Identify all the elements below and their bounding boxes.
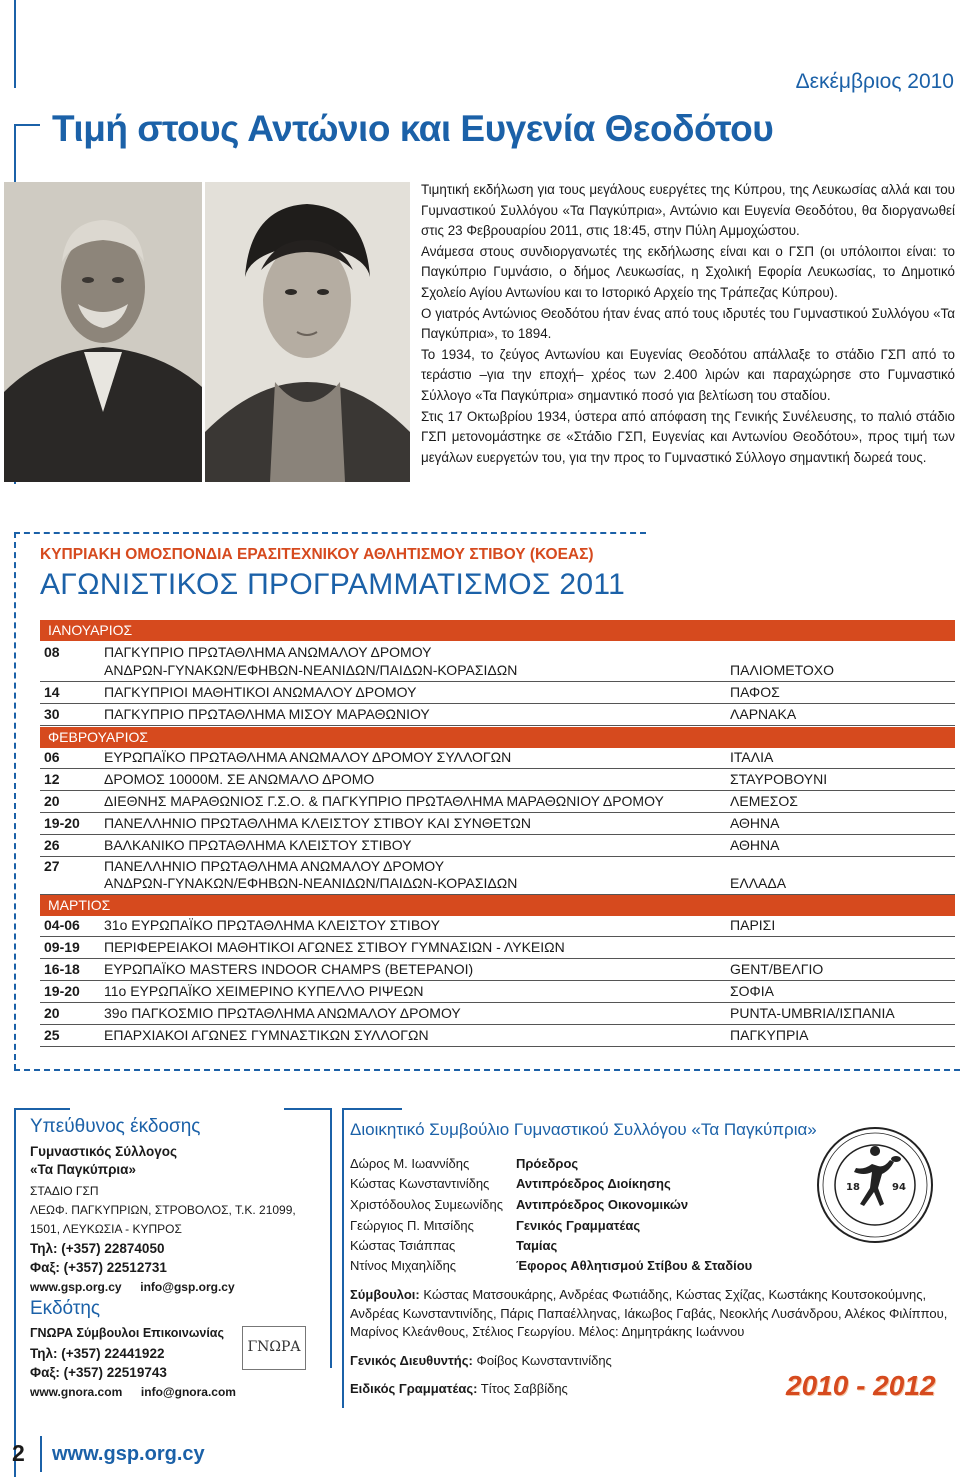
- advisors-list: Κώστας Ματσουκάρης, Ανδρέας Φωτιάδης, Κώστας Σχίζας, Κωστάκης Κουτσοκούμνης, Ανδρέας Κωνσταντινίδης, Πάρις Παπαέλληνας, Ιάκωβος Γαβάς, Νεοκλής Λυσάνδρου, Αλέκος Φιλίππου, Μαρίνος Κλεάνθους, Στέλιος Γεωργίου. Μέλος: Δημητράκης Ιωάννου: [350, 1287, 948, 1339]
- table-row: [40, 858, 955, 895]
- table-row: [40, 836, 955, 857]
- publisher-fax: Φαξ: (+357) 22512731: [30, 1260, 167, 1275]
- event-name-line2: ΑΝΔΡΩΝ-ΓΥΝΑΚΩΝ/ΕΦΗΒΩΝ-ΝΕΑΝΙΔΩΝ/ΠΑΙΔΩΝ-ΚΟΡΑΣΙΔΩΝ: [104, 662, 518, 678]
- event-location: ΛΕΜΕΣΟΣ: [730, 793, 798, 809]
- month-header-march: ΜΑΡΤΙΟΣ: [40, 895, 955, 916]
- publisher-box-left-rule: [14, 1108, 16, 1458]
- event-date: 20: [44, 1005, 60, 1021]
- event-date: 27: [44, 858, 60, 874]
- editor-phone: Τηλ: (+357) 22441922: [30, 1346, 165, 1361]
- event-date: 16-18: [44, 961, 80, 977]
- board-member-role: Ταμίας: [516, 1238, 558, 1253]
- table-row: [40, 1026, 955, 1047]
- gnora-logo: [242, 1326, 306, 1370]
- table-row: [40, 916, 955, 937]
- event-location: ΛΑΡΝΑΚΑ: [730, 706, 797, 722]
- editor-contact-line: [30, 1385, 236, 1399]
- event-date: 06: [44, 749, 60, 765]
- article-body: [421, 180, 955, 468]
- page-number: 2: [12, 1440, 25, 1466]
- article-paragraph: Ανάμεσα στους συνδιοργανωτές της εκδήλωσης είναι και ο ΓΣΠ (οι υπόλοιποι είναι: το Παγκύπριο Γυμνάσιο, ο δήμος Λευκωσίας, η Σχολική Εφορία Λευκωσίας, το Δημοτικό Σχολείο Αγίου Αντωνίου και το Ιστορικό Αρχείο της Τράπεζας Κύπρου).: [421, 243, 955, 300]
- publisher-title: Υπεύθυνος έκδοσης: [30, 1116, 201, 1137]
- event-date: 26: [44, 837, 60, 853]
- board-member-name: Ντίνος Μιχαηλίδης: [350, 1258, 457, 1273]
- editor-fax: Φαξ: (+357) 22519743: [30, 1365, 167, 1380]
- event-name: 11ο ΕΥΡΩΠΑΪΚΟ ΧΕΙΜΕΡΙΝΟ ΚΥΠΕΛΛΟ ΡΙΨΕΩΝ: [104, 983, 424, 999]
- publisher-address-3: 1501, ΛΕΥΚΩΣΙΑ - ΚΥΠΡΟΣ: [30, 1222, 182, 1236]
- publisher-name-line2: «Τα Παγκύπρια»: [30, 1162, 136, 1177]
- event-location: GENT/ΒΕΛΓΙΟ: [730, 961, 824, 977]
- article-paragraph: Ο γιατρός Αντώνιος Θεοδότου ήταν ένας από τους ιδρυτές του Γυμναστικού Συλλόγου «Τα Παγκύπρια», το 1894.: [421, 305, 955, 342]
- month-header-january: ΙΑΝΟΥΑΡΙΟΣ: [40, 620, 955, 641]
- gnora-logo-text: ΓΝΩΡΑ: [247, 1339, 301, 1355]
- publisher-box-top-rule: [14, 1108, 70, 1110]
- event-location: PUNTA-UMBRIA/ΙΣΠΑΝΙΑ: [730, 1005, 895, 1021]
- board-member-role: Έφορος Αθλητισμού Στίβου & Σταδίου: [516, 1258, 753, 1273]
- article-title: Τιμή στους Αντώνιο και Ευγενία Θεοδότου: [52, 108, 774, 149]
- event-date: 19-20: [44, 983, 80, 999]
- board-advisors: [350, 1286, 950, 1342]
- event-location: ΠΑΦΟΣ: [730, 684, 780, 700]
- event-name: ΔΡΟΜΟΣ 10000Μ. ΣΕ ΑΝΩΜΑΛΟ ΔΡΟΜΟ: [104, 771, 375, 787]
- table-row: [40, 683, 955, 704]
- board-member-role: Πρόεδρος: [516, 1156, 579, 1171]
- calendar-frame-bottom: [14, 1069, 960, 1071]
- editor-website-link[interactable]: www.gnora.com: [30, 1385, 123, 1399]
- board-left-rule: [342, 1108, 344, 1408]
- general-director-label: Γενικός Διευθυντής:: [350, 1353, 473, 1368]
- event-location: ΑΘΗΝΑ: [730, 815, 780, 831]
- article-paragraph: Το 1934, το ζεύγος Αντωνίου και Ευγενίας Θεοδότου απάλλαξε το στάδιο ΓΣΠ από το τεράστιο –για την εποχή– χρέος των 2.400 λιρών και παραχώρησε στο Γυμναστικό Σύλλογο «Τα Παγκύπρια» σημαντικό ποσό για βελτίωση του σταδίου.: [421, 346, 955, 403]
- event-name: ΠΕΡΙΦΕΡΕΙΑΚΟΙ ΜΑΘΗΤΙΚΟΙ ΑΓΩΝΕΣ ΣΤΙΒΟΥ ΓΥΜΝΑΣΙΩΝ - ΛΥΚΕΙΩΝ: [104, 939, 565, 955]
- event-location: ΠΑΛΙΟΜΕΤΟΧΟ: [730, 662, 834, 678]
- event-location: ΣΤΑΥΡΟΒΟΥΝΙ: [730, 771, 828, 787]
- publisher-address-1: ΣΤΑΔΙΟ ΓΣΠ: [30, 1184, 99, 1198]
- publisher-address-2: ΛΕΩΦ. ΠΑΓΚΥΠΡΙΩΝ, ΣΤΡΟΒΟΛΟΣ, Τ.Κ. 21099,: [30, 1203, 296, 1217]
- event-name-line2: ΑΝΔΡΩΝ-ΓΥΝΑΚΩΝ/ΕΦΗΒΩΝ-ΝΕΑΝΙΔΩΝ/ΠΑΙΔΩΝ-ΚΟΡΑΣΙΔΩΝ: [104, 875, 518, 891]
- editor-email-link[interactable]: info@gnora.com: [140, 1385, 236, 1399]
- event-name: ΕΥΡΩΠΑΪΚΟ MASTERS INDOOR CHAMPS (ΒΕΤΕΡΑΝΟΙ): [104, 961, 474, 977]
- event-date: 04-06: [44, 917, 80, 933]
- event-name: ΠΑΝΕΛΛΗΝΙΟ ΠΡΩΤΑΘΛΗΜΑ ΑΝΩΜΑΛΟΥ ΔΡΟΜΟΥ: [104, 858, 445, 874]
- board-top-rule: [342, 1108, 402, 1110]
- editor-name: ΓΝΩΡΑ Σύμβουλοι Επικοινωνίας: [30, 1326, 224, 1340]
- board-member-name: Κώστας Τσιάππας: [350, 1238, 456, 1253]
- calendar-title: ΑΓΩΝΙΣΤΙΚΟΣ ΠΡΟΓΡΑΜΜΑΤΙΣΜΟΣ 2011: [40, 568, 626, 601]
- event-date: 09-19: [44, 939, 80, 955]
- club-emblem: [816, 1126, 934, 1244]
- event-name: ΠΑΓΚΥΠΡΙΟΙ ΜΑΘΗΤΙΚΟΙ ΑΝΩΜΑΛΟΥ ΔΡΟΜΟΥ: [104, 684, 417, 700]
- discus-thrower-icon: [816, 1126, 934, 1244]
- board-member-role: Αντιπρόεδρος Οικονομικών: [516, 1197, 689, 1212]
- issue-date: Δεκέμβριος 2010: [795, 70, 954, 93]
- editor-title: Εκδότης: [30, 1298, 101, 1319]
- table-row: [40, 938, 955, 959]
- event-location: ΣΟΦΙΑ: [730, 983, 774, 999]
- publisher-box-top-right-rule: [284, 1108, 332, 1110]
- publisher-website-link[interactable]: www.gsp.org.cy: [30, 1280, 122, 1294]
- event-location: ΠΑΡΙΣΙ: [730, 917, 776, 933]
- table-row: [40, 982, 955, 1003]
- month-header-february: ΦΕΒΡΟΥΑΡΙΟΣ: [40, 727, 955, 748]
- board-title: Διοικητικό Συμβούλιο Γυμναστικού Συλλόγου «Τα Παγκύπρια»: [350, 1120, 817, 1139]
- table-row: [40, 705, 955, 726]
- title-bracket-horizontal: [14, 124, 40, 126]
- event-name: ΕΠΑΡΧΙΑΚΟΙ ΑΓΩΝΕΣ ΓΥΜΝΑΣΤΙΚΩΝ ΣΥΛΛΟΓΩΝ: [104, 1027, 429, 1043]
- event-date: 19-20: [44, 815, 80, 831]
- general-director: [350, 1352, 950, 1371]
- event-name: ΔΙΕΘΝΗΣ ΜΑΡΑΘΩΝΙΟΣ Γ.Σ.Ο. & ΠΑΓΚΥΠΡΙΟ ΠΡΩΤΑΘΛΗΜΑ ΜΑΡΑΘΩΝΙΟΥ ΔΡΟΜΟΥ: [104, 793, 664, 809]
- board-member-name: Γεώργιος Π. Μιτσίδης: [350, 1218, 474, 1233]
- portrait-man-image: [4, 182, 202, 482]
- top-left-vertical-rule: [14, 0, 16, 88]
- emblem-year-left: 18: [846, 1182, 860, 1193]
- portrait-eugenia-theodotou: [205, 182, 410, 482]
- event-date: 14: [44, 684, 60, 700]
- advisors-label: Σύμβουλοι:: [350, 1287, 420, 1302]
- general-director-name: Φοίβος Κωνσταντινίδης: [476, 1353, 612, 1368]
- event-date: 20: [44, 793, 60, 809]
- event-location: ΑΘΗΝΑ: [730, 837, 780, 853]
- publisher-email-link[interactable]: info@gsp.org.cy: [140, 1280, 235, 1294]
- table-row: [40, 643, 955, 682]
- event-location: ΙΤΑΛΙΑ: [730, 749, 774, 765]
- event-date: 12: [44, 771, 60, 787]
- footer-divider: [40, 1436, 42, 1472]
- event-name: ΠΑΓΚΥΠΡΙΟ ΠΡΩΤΑΘΛΗΜΑ ΜΙΣΟΥ ΜΑΡΑΘΩΝΙΟΥ: [104, 706, 430, 722]
- table-row: [40, 1004, 955, 1025]
- publisher-name-line1: Γυμναστικός Σύλλογος: [30, 1144, 177, 1159]
- event-name: ΠΑΝΕΛΛΗΝΙΟ ΠΡΩΤΑΘΛΗΜΑ ΚΛΕΙΣΤΟΥ ΣΤΙΒΟΥ ΚΑΙ ΣΥΝΘΕΤΩΝ: [104, 815, 531, 831]
- board-member-name: Δώρος Μ. Ιωαννίδης: [350, 1156, 470, 1171]
- event-name: ΠΑΓΚΥΠΡΙΟ ΠΡΩΤΑΘΛΗΜΑ ΑΝΩΜΑΛΟΥ ΔΡΟΜΟΥ: [104, 644, 432, 660]
- special-secretary-label: Ειδικός Γραμματέας:: [350, 1381, 478, 1396]
- emblem-year-right: 94: [892, 1182, 906, 1193]
- event-name: 31ο ΕΥΡΩΠΑΪΚΟ ΠΡΩΤΑΘΛΗΜΑ ΚΛΕΙΣΤΟΥ ΣΤΙΒΟΥ: [104, 917, 440, 933]
- board-member-name: Κώστας Κωνσταντινίδης: [350, 1176, 490, 1191]
- calendar-frame-left: [14, 532, 16, 1070]
- board-term: 2010 - 2012: [786, 1370, 936, 1401]
- board-member-name: Χριστόδουλος Συμεωνίδης: [350, 1197, 504, 1212]
- event-name: ΒΑΛΚΑΝΙΚΟ ΠΡΩΤΑΘΛΗΜΑ ΚΛΕΙΣΤΟΥ ΣΤΙΒΟΥ: [104, 837, 412, 853]
- event-date: 08: [44, 644, 60, 660]
- event-date: 30: [44, 706, 60, 722]
- event-date: 25: [44, 1027, 60, 1043]
- event-name: 39ο ΠΑΓΚΟΣΜΙΟ ΠΡΩΤΑΘΛΗΜΑ ΑΝΩΜΑΛΟΥ ΔΡΟΜΟΥ: [104, 1005, 461, 1021]
- table-row: [40, 960, 955, 981]
- table-row: [40, 814, 955, 835]
- article-paragraph: Τιμητική εκδήλωση για τους μεγάλους ευεργέτες της Κύπρου, της Λευκωσίας αλλά και του Γυμναστικού Συλλόγου «Τα Παγκύπρια», Αντώνιο και Ευγενία Θεοδότου, θα διοργανωθεί στις 23 Φεβρουαρίου 2011, στις 18:45, στην Πύλη Αμμοχώστου.: [421, 182, 955, 239]
- board-member-role: Γενικός Γραμματέας: [516, 1218, 641, 1233]
- event-name: ΕΥΡΩΠΑΪΚΟ ΠΡΩΤΑΘΛΗΜΑ ΑΝΩΜΑΛΟΥ ΔΡΟΜΟΥ ΣΥΛΛΟΓΩΝ: [104, 749, 512, 765]
- special-secretary-name: Τίτος Σαββίδης: [480, 1381, 568, 1396]
- table-row: [40, 792, 955, 813]
- publisher-contact-line: [30, 1280, 235, 1294]
- calendar-organisation: ΚΥΠΡΙΑΚΗ ΟΜΟΣΠΟΝΔΙΑ ΕΡΑΣΙΤΕΧΝΙΚΟΥ ΑΘΛΗΤΙΣΜΟΥ ΣΤΙΒΟΥ (ΚΟΕΑΣ): [40, 546, 594, 563]
- footer-website-link[interactable]: www.gsp.org.cy: [52, 1443, 205, 1465]
- board-member-role: Αντιπρόεδρος Διοίκησης: [516, 1176, 671, 1191]
- publisher-box: [14, 1108, 332, 1458]
- publisher-box-right-rule: [330, 1108, 332, 1368]
- portrait-woman-image: [205, 182, 410, 482]
- article-paragraph: Στις 17 Οκτωβρίου 1934, ύστερα από απόφαση της Γενικής Συνέλευσης, το παλιό στάδιο ΓΣΠ μετονομάστηκε σε «Στάδιο ΓΣΠ, Ευγενίας και Αντωνίου Θεοδότου», προς τιμή των μεγάλων ευεργετών του, για την προς το Γυμναστικό Σύλλογο σημαντική δωρεά τους.: [421, 408, 955, 465]
- portrait-antonios-theodotou: [4, 182, 202, 482]
- board-section: [342, 1108, 960, 1408]
- table-row: [40, 770, 955, 791]
- publisher-phone: Τηλ: (+357) 22874050: [30, 1241, 165, 1256]
- event-location: ΕΛΛΑΔΑ: [730, 875, 787, 891]
- calendar-frame-top: [14, 532, 646, 534]
- event-location: ΠΑΓΚΥΠΡΙΑ: [730, 1027, 809, 1043]
- table-row: [40, 748, 955, 769]
